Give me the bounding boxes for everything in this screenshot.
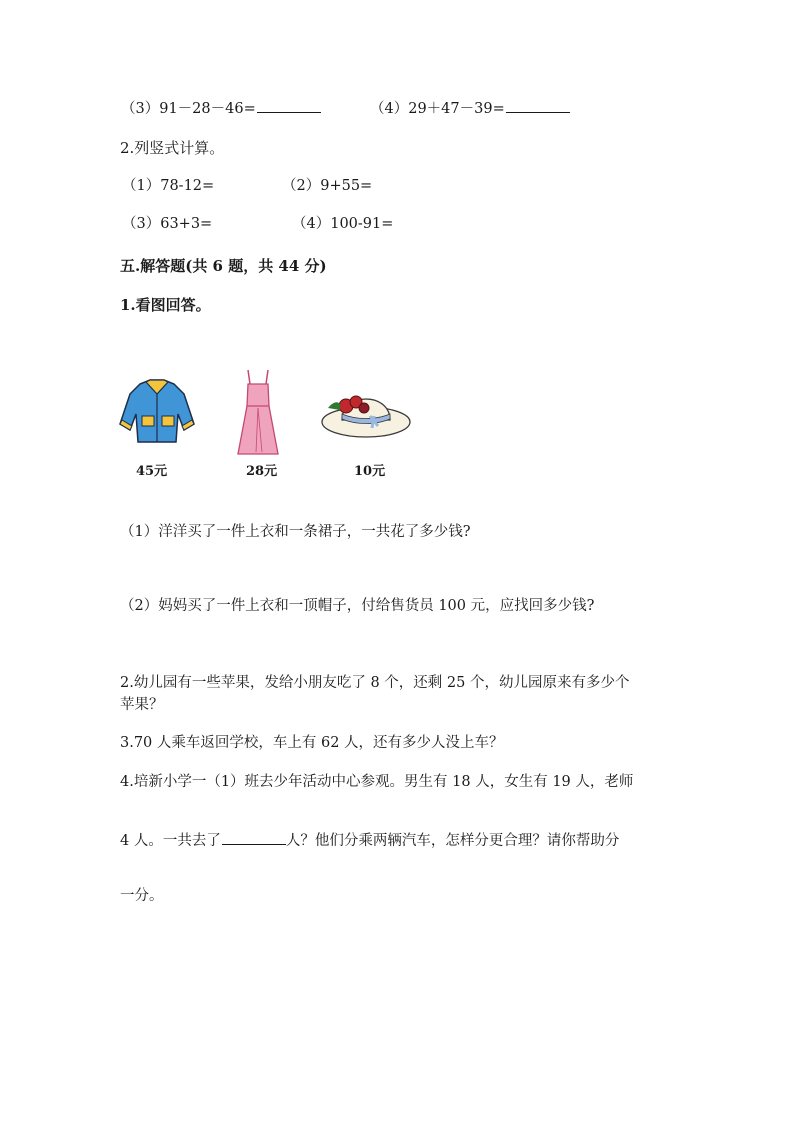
calc-item-4-text: （4）29＋47－39=	[370, 101, 505, 117]
section-title: 五.解答题(共 6 题，共 44 分)	[120, 257, 327, 275]
hat-price: 10元	[354, 464, 386, 479]
problem-4-line-2-end: 人？他们分乘两辆汽车，怎样分更合理？请你帮助分	[285, 833, 620, 849]
calc-item-3-text: （3）91－28－46=	[121, 101, 256, 117]
calc-item-3	[121, 98, 321, 119]
vertical-calc-q2: （2）9+55=	[282, 178, 373, 194]
problem-4-line-3: 一分。	[120, 888, 164, 904]
problem-3: 3.70 人乘车返回学校，车上有 62 人，还有多少人没上车？	[120, 735, 504, 751]
jacket-price: 45元	[136, 464, 168, 479]
problem-4-line-1: 4.培新小学一（1）班去少年活动中心参观。男生有 18 人，女生有 19 人，老师	[120, 774, 634, 790]
vertical-calc-q1: （1）78-12=	[122, 178, 215, 194]
problem-1-sub-2: （2）妈妈买了一件上衣和一顶帽子，付给售货员 100 元，应找回多少钱?	[120, 598, 595, 614]
answer-blank[interactable]	[257, 98, 321, 113]
dress-price: 28元	[246, 464, 278, 479]
problem-2-line-1: 2.幼儿园有一些苹果，发给小朋友吃了 8 个，还剩 25 个，幼儿园原来有多少个	[120, 675, 630, 691]
vertical-calc-q4: （4）100-91=	[292, 216, 394, 232]
answer-blank[interactable]	[506, 98, 570, 113]
answer-blank[interactable]	[222, 830, 286, 845]
problem-1-title: 1.看图回答。	[120, 296, 211, 314]
problem-1-sub-1: （1）洋洋买了一件上衣和一条裙子，一共花了多少钱?	[120, 524, 471, 540]
problem-2-line-2: 苹果？	[120, 697, 164, 713]
vertical-calc-title: 2.列竖式计算。	[120, 139, 225, 157]
calc-item-4	[370, 98, 570, 119]
problem-4-line-2-start: 4 人。一共去了	[120, 833, 221, 849]
problem-4-line-2	[120, 830, 619, 851]
vertical-calc-q3: （3）63+3=	[122, 216, 213, 232]
jacket-icon	[118, 378, 196, 446]
dress-icon	[236, 368, 280, 458]
hat-icon	[320, 386, 412, 440]
